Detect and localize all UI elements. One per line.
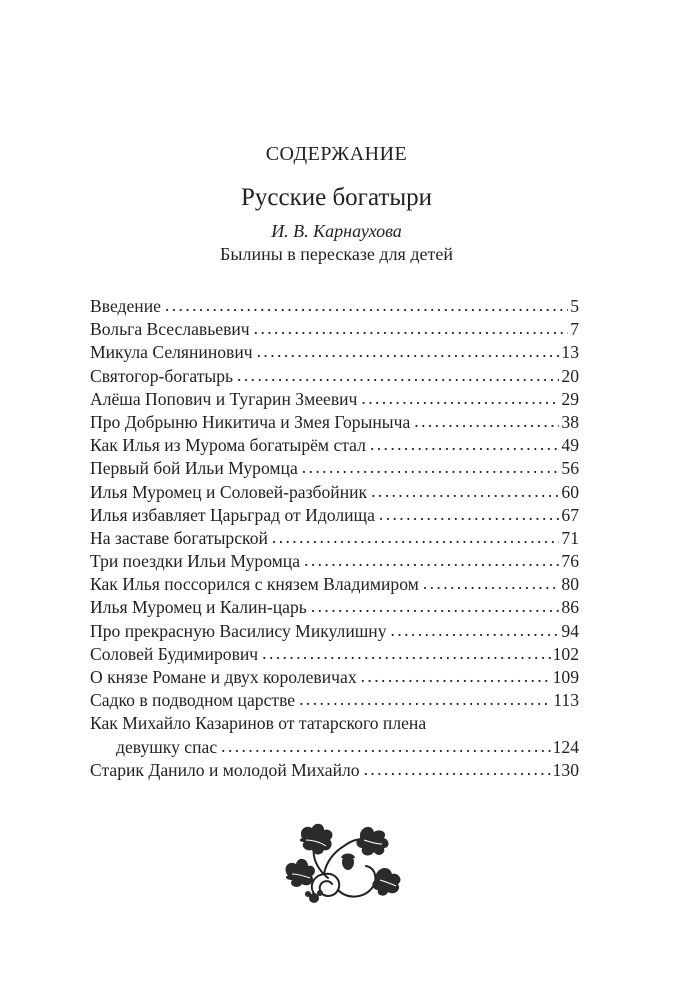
- toc-entry[interactable]: [90, 457, 579, 480]
- toc-entry-title: Три поездки Ильи Муромца: [90, 551, 301, 572]
- toc-entry-page: 49: [561, 435, 579, 456]
- toc-entry-title: Садко в подводном царстве: [90, 690, 296, 711]
- dot-leader: [371, 480, 559, 503]
- toc-entry-page: 124: [552, 736, 579, 757]
- toc-entry-title: На заставе богатырской: [90, 527, 268, 548]
- toc-entry-page: 109: [552, 667, 579, 687]
- dot-leader: [361, 387, 559, 410]
- toc-entry[interactable]: [90, 689, 579, 712]
- toc-entry[interactable]: [90, 318, 579, 341]
- dot-leader: [221, 735, 550, 758]
- toc-entry[interactable]: [90, 481, 579, 504]
- contents-heading: СОДЕРЖАНИЕ: [265, 143, 408, 165]
- toc-entry-title: Илья избавляет Царьград от Идолища: [90, 504, 375, 525]
- dot-leader: [423, 572, 560, 595]
- toc-entry-page: 7: [570, 319, 579, 340]
- toc-entry-first-line[interactable]: [90, 712, 579, 735]
- toc-entry-title: Вольга Всеславьевич: [90, 319, 250, 340]
- toc-entry-page: 71: [561, 527, 579, 548]
- toc-entry[interactable]: [90, 620, 579, 643]
- dot-leader: [302, 456, 560, 479]
- toc-entry-title: Про Добрыню Никитича и Змея Горыныча: [90, 411, 411, 432]
- toc-entry[interactable]: [90, 504, 579, 527]
- dot-leader: [237, 364, 559, 387]
- toc-entry[interactable]: [90, 643, 579, 666]
- toc-entry-page: 20: [561, 365, 579, 386]
- toc-entry[interactable]: [90, 666, 579, 689]
- toc-entry[interactable]: [90, 550, 579, 573]
- dot-leader: [361, 665, 551, 688]
- toc-entry-continuation[interactable]: [90, 736, 579, 759]
- toc-entry-title: Введение: [90, 296, 161, 316]
- toc-entry-page: 94: [561, 620, 579, 641]
- dot-leader: [379, 503, 560, 526]
- toc-entry[interactable]: [90, 365, 579, 388]
- toc-entry-title: Как Михайло Казаринов от татарского плена: [90, 713, 427, 734]
- toc-entry-page: 13: [561, 342, 579, 363]
- dot-leader: [165, 294, 568, 317]
- dot-leader: [272, 526, 560, 549]
- toc-entry-title: Алёша Попович и Тугарин Змеевич: [90, 388, 358, 409]
- toc-entry[interactable]: [90, 573, 579, 596]
- dot-leader: [304, 549, 559, 572]
- dot-leader: [364, 758, 551, 781]
- toc-entry-page: 29: [561, 388, 579, 409]
- dot-leader: [370, 433, 559, 456]
- toc-entry[interactable]: [90, 341, 579, 364]
- toc-entry-page: 130: [552, 759, 579, 780]
- toc-entry-title: Микула Селянинович: [90, 342, 253, 363]
- dot-leader: [299, 688, 551, 711]
- toc-entry-page: 80: [561, 574, 579, 595]
- dot-leader: [254, 317, 569, 340]
- toc-entry-title: Илья Муромец и Соловей-разбойник: [90, 481, 368, 502]
- book-title: Русские богатыри: [241, 184, 432, 211]
- toc-entry-title: Как Илья поссорился с князем Владимиром: [90, 574, 419, 595]
- toc-entry[interactable]: [90, 411, 579, 434]
- toc-entry-title: Соловей Будимирович: [90, 643, 259, 664]
- toc-entry-page: 113: [553, 690, 579, 711]
- toc-entry-page: 5: [570, 296, 579, 316]
- toc-entry-page: 76: [561, 551, 579, 572]
- toc-entry[interactable]: [90, 295, 579, 318]
- toc-entry-page: 38: [561, 411, 579, 432]
- toc-entry-title: О князе Романе и двух королевичах: [90, 667, 357, 687]
- toc-entry-title: Про прекрасную Василису Микулишну: [90, 620, 387, 641]
- toc-entry[interactable]: [90, 434, 579, 457]
- toc-entry-title-continuation: девушку спас: [116, 736, 218, 757]
- toc-entry[interactable]: [90, 527, 579, 550]
- toc-entry[interactable]: [90, 759, 579, 782]
- toc-entry-title: Старик Данило и молодой Михайло: [90, 759, 360, 780]
- floral-ornament-icon: [268, 818, 408, 908]
- toc-entry[interactable]: [90, 388, 579, 411]
- toc-entry-page: 67: [561, 504, 579, 525]
- toc-entry-title: Первый бой Ильи Муромца: [90, 458, 298, 479]
- dot-leader: [262, 642, 550, 665]
- toc-entry-page: 86: [561, 597, 579, 618]
- toc-entry-page: 60: [561, 481, 579, 502]
- toc-entry-page: 102: [552, 643, 579, 664]
- dot-leader: [311, 595, 560, 618]
- dot-leader: [391, 619, 560, 642]
- toc-entry-page: 56: [561, 458, 579, 479]
- author-name: И. В. Карнаухова: [271, 221, 402, 241]
- toc-entry[interactable]: [90, 596, 579, 619]
- toc-entry-title: Илья Муромец и Калин-царь: [90, 597, 307, 618]
- dot-leader: [414, 410, 559, 433]
- toc-entry-title: Святогор-богатырь: [90, 365, 234, 386]
- toc-entry-title: Как Илья из Мурома богатырём стал: [90, 435, 366, 456]
- dot-leader: [257, 340, 560, 363]
- book-subtitle: Былины в пересказе для детей: [220, 244, 453, 264]
- table-of-contents: [90, 295, 579, 782]
